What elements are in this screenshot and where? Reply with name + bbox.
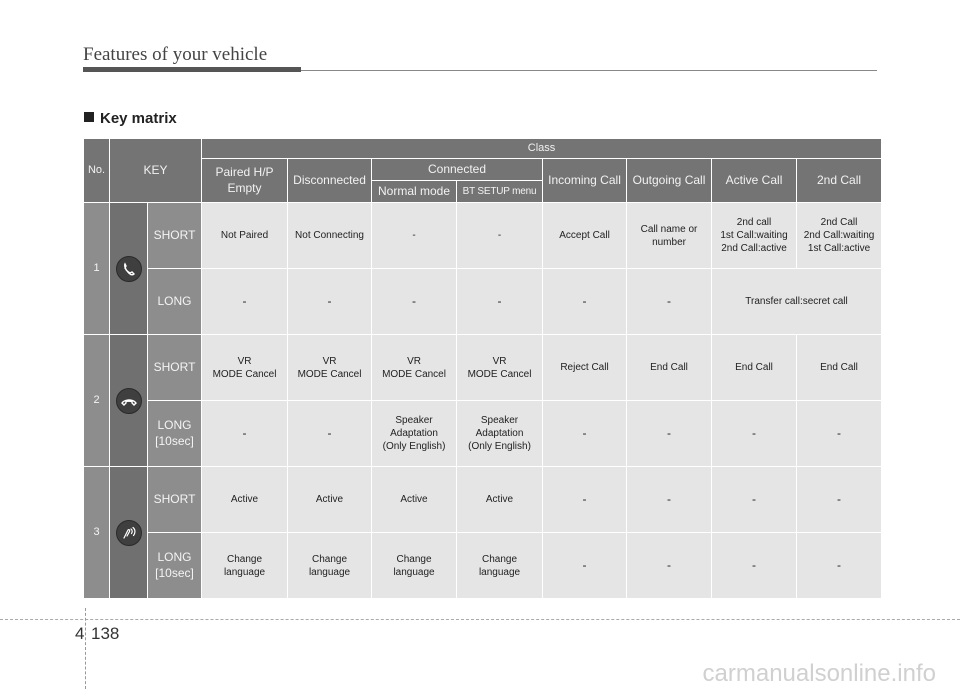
table-cell: -	[457, 203, 543, 269]
table-cell: Speaker Adaptation (Only English)	[372, 401, 457, 467]
table-cell: -	[202, 269, 288, 335]
table-cell: Not Paired	[202, 203, 288, 269]
table-cell: VR MODE Cancel	[457, 335, 543, 401]
page-header-title: Features of your vehicle	[83, 44, 268, 65]
table-cell: Change language	[457, 533, 543, 599]
row-label: SHORT	[148, 335, 202, 401]
no-header: No.	[84, 139, 110, 203]
footer-divider	[85, 608, 86, 689]
header-bar	[83, 67, 301, 72]
chapter-number: 4	[75, 624, 85, 643]
table-cell: -	[797, 401, 882, 467]
key-matrix-table	[83, 138, 882, 599]
call-icon	[116, 256, 142, 282]
row-label: LONG [10sec]	[148, 401, 202, 467]
bullet-square-icon	[84, 112, 94, 122]
table-cell: -	[712, 467, 797, 533]
page-number: 138	[91, 624, 120, 643]
connected-header: Connected	[372, 159, 543, 181]
footer-rule	[0, 619, 960, 620]
col-paired-header: Paired H/P Empty	[202, 159, 288, 203]
table-cell: Speaker Adaptation (Only English)	[457, 401, 543, 467]
table-cell: -	[372, 269, 457, 335]
key-icon-cell	[110, 335, 148, 467]
table-cell: 2nd call 1st Call:waiting 2nd Call:active	[712, 203, 797, 269]
table-cell: -	[797, 533, 882, 599]
row-label: LONG	[148, 269, 202, 335]
table-cell: VR MODE Cancel	[372, 335, 457, 401]
table-cell: -	[202, 401, 288, 467]
col-outgoing-header: Outgoing Call	[627, 159, 712, 203]
table-cell: -	[543, 401, 627, 467]
table-cell: -	[627, 401, 712, 467]
col-disconnected-header: Disconnected	[288, 159, 372, 203]
table-cell: -	[627, 533, 712, 599]
table-cell: -	[712, 401, 797, 467]
table-cell: Change language	[288, 533, 372, 599]
table-cell-merged: Transfer call:secret call	[712, 269, 882, 335]
col-second-call-header: 2nd Call	[797, 159, 882, 203]
row-label: LONG [10sec]	[148, 533, 202, 599]
table-cell: -	[627, 467, 712, 533]
table-cell: End Call	[712, 335, 797, 401]
table-cell: -	[712, 533, 797, 599]
table-cell: Active	[457, 467, 543, 533]
col-incoming-header: Incoming Call	[543, 159, 627, 203]
table-cell: Reject Call	[543, 335, 627, 401]
group-number: 1	[84, 203, 110, 335]
table-cell: -	[543, 269, 627, 335]
col-normal-mode-header: Normal mode	[372, 181, 457, 203]
section-title	[84, 110, 177, 127]
table-cell: VR MODE Cancel	[288, 335, 372, 401]
table-cell: -	[543, 467, 627, 533]
table-cell: Call name or number	[627, 203, 712, 269]
row-label: SHORT	[148, 467, 202, 533]
table-cell: 2nd Call 2nd Call:waiting 1st Call:active	[797, 203, 882, 269]
hang-up-icon	[116, 388, 142, 414]
table-cell: -	[797, 467, 882, 533]
table-cell: Accept Call	[543, 203, 627, 269]
table-cell: Not Connecting	[288, 203, 372, 269]
table-cell: Active	[202, 467, 288, 533]
col-active-header: Active Call	[712, 159, 797, 203]
row-label: SHORT	[148, 203, 202, 269]
table-cell: -	[288, 269, 372, 335]
section-title-text: Key matrix	[100, 110, 177, 127]
table-cell: Change language	[372, 533, 457, 599]
table-cell: -	[543, 533, 627, 599]
watermark: carmanualsonline.info	[702, 660, 936, 687]
table-cell: Active	[372, 467, 457, 533]
table-cell: -	[457, 269, 543, 335]
table-cell: -	[288, 401, 372, 467]
table-cell: End Call	[797, 335, 882, 401]
table-cell: -	[372, 203, 457, 269]
header-rule	[301, 70, 877, 71]
table-cell: End Call	[627, 335, 712, 401]
group-number: 2	[84, 335, 110, 467]
key-icon-cell	[110, 203, 148, 335]
table-cell: VR MODE Cancel	[202, 335, 288, 401]
key-header: KEY	[110, 139, 202, 203]
group-number: 3	[84, 467, 110, 599]
col-bt-setup-header: BT SETUP menu	[457, 181, 543, 203]
class-header: Class	[202, 139, 882, 159]
table-cell: Active	[288, 467, 372, 533]
voice-recognition-icon	[116, 520, 142, 546]
key-icon-cell	[110, 467, 148, 599]
table-cell: Change language	[202, 533, 288, 599]
table-cell: -	[627, 269, 712, 335]
